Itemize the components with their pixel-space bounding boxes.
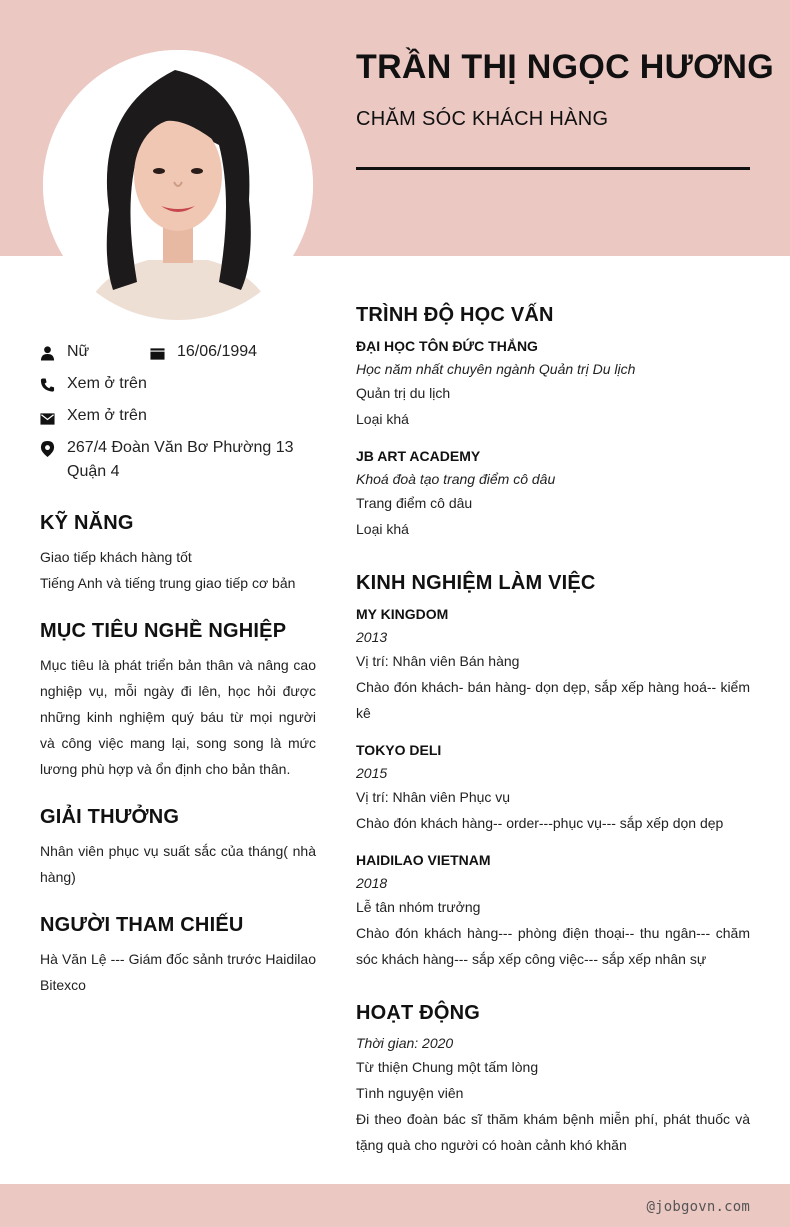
address-line-1: 267/4 Đoàn Văn Bơ Phường 13 (67, 439, 294, 456)
school-name: JB ART ACADEMY (356, 448, 481, 464)
candidate-name: TRẦN THỊ NGỌC HƯƠNG (356, 48, 774, 86)
education-subtitle: Học năm nhất chuyên ngành Quản trị Du lịch (356, 361, 636, 377)
profile-photo (43, 50, 313, 320)
phone-row (40, 372, 320, 398)
birthdate-row (150, 340, 320, 366)
experience-position: Vị trí: Nhân viên Phục vụ (356, 789, 511, 805)
experience-year: 2013 (356, 629, 388, 645)
email-value: Xem ở trên (67, 407, 147, 424)
education-section (356, 300, 750, 542)
experience-description: Chào đón khách- bán hàng- dọn dẹp, sắp xếp hàng hoá-- kiểm kê (356, 679, 750, 721)
address-line-2: Quận 4 (67, 463, 120, 480)
experience-entry (356, 602, 750, 726)
skill-item: Tiếng Anh và tiếng trung giao tiếp cơ bản (40, 575, 296, 591)
experience-year: 2018 (356, 875, 388, 891)
experience-description: Chào đón khách hàng-- order---phục vụ--- sắp xếp dọn dẹp (356, 815, 724, 831)
activity-role: Tình nguyện viên (356, 1085, 464, 1101)
education-grade: Loại khá (356, 521, 409, 537)
activities-section (356, 998, 750, 1158)
activities-heading: HOẠT ĐỘNG (356, 1002, 481, 1024)
right-column (356, 300, 750, 1158)
awards-section (40, 802, 316, 890)
skills-heading: KỸ NĂNG (40, 512, 134, 534)
objective-heading: MỤC TIÊU NGHỀ NGHIỆP (40, 620, 287, 642)
experience-entry (356, 848, 750, 972)
education-detail: Quản trị du lịch (356, 385, 451, 401)
calendar-icon (150, 346, 165, 362)
school-name: ĐẠI HỌC TÔN ĐỨC THẮNG (356, 338, 538, 354)
footer-watermark: @jobgovn.com (646, 1199, 750, 1215)
awards-heading: GIẢI THƯỞNG (40, 806, 180, 828)
awards-text: Nhân viên phục vụ suất sắc của tháng( nhà hàng) (40, 843, 316, 885)
left-column (40, 508, 316, 998)
references-heading: NGƯỜI THAM CHIẾU (40, 914, 244, 936)
birthdate-value: 16/06/1994 (177, 343, 258, 360)
title-divider (356, 167, 750, 170)
phone-value: Xem ở trên (67, 375, 147, 392)
activity-name: Từ thiện Chung một tấm lòng (356, 1059, 539, 1075)
experience-heading: KINH NGHIỆM LÀM VIỆC (356, 572, 596, 594)
experience-position: Vị trí: Nhân viên Bán hàng (356, 653, 520, 669)
experience-entry (356, 738, 750, 836)
company-name: MY KINGDOM (356, 606, 449, 622)
phone-icon (40, 377, 55, 393)
education-grade: Loại khá (356, 411, 409, 427)
job-title: CHĂM SÓC KHÁCH HÀNG (356, 108, 609, 130)
skill-item: Giao tiếp khách hàng tốt (40, 549, 192, 565)
email-row (40, 404, 320, 430)
references-text: Hà Văn Lệ --- Giám đốc sảnh trước Haidilao Bitexco (40, 951, 316, 993)
objective-text: Mục tiêu là phát triển bản thân và nâng cao nghiệp vụ, mỗi ngày đi lên, học hỏi được những kinh nghiệm quý báu từ mọi người và công việc mang lại, song song là mức lương phù hợp và ổn định cho bản thân. (40, 657, 316, 777)
portrait-illustration (43, 50, 313, 320)
experience-year: 2015 (356, 765, 388, 781)
mail-icon (40, 411, 55, 427)
company-name: HAIDILAO VIETNAM (356, 852, 491, 868)
education-entry (356, 444, 750, 542)
address-row (40, 436, 320, 488)
skills-section (40, 508, 316, 596)
references-section (40, 910, 316, 998)
person-icon (40, 345, 55, 361)
company-name: TOKYO DELI (356, 742, 442, 758)
education-subtitle: Khoá đoà tạo trang điểm cô dâu (356, 471, 556, 487)
experience-description: Chào đón khách hàng--- phòng điện thoại-- thu ngân--- chăm sóc khách hàng--- sắp xếp công việc--- sắp xếp nhân sự (356, 925, 750, 967)
location-pin-icon (40, 440, 55, 458)
experience-section (356, 568, 750, 972)
activity-description: Đi theo đoàn bác sĩ thăm khám bệnh miễn phí, phát thuốc và tặng quà cho người có hoàn cảnh khó khăn (356, 1111, 750, 1153)
education-entry (356, 334, 750, 432)
education-detail: Trang điểm cô dâu (356, 495, 473, 511)
experience-position: Lễ tân nhóm trưởng (356, 899, 481, 915)
objective-section (40, 616, 316, 782)
education-heading: TRÌNH ĐỘ HỌC VẤN (356, 304, 554, 326)
gender-value: Nữ (67, 343, 90, 360)
activity-time: Thời gian: 2020 (356, 1035, 454, 1051)
